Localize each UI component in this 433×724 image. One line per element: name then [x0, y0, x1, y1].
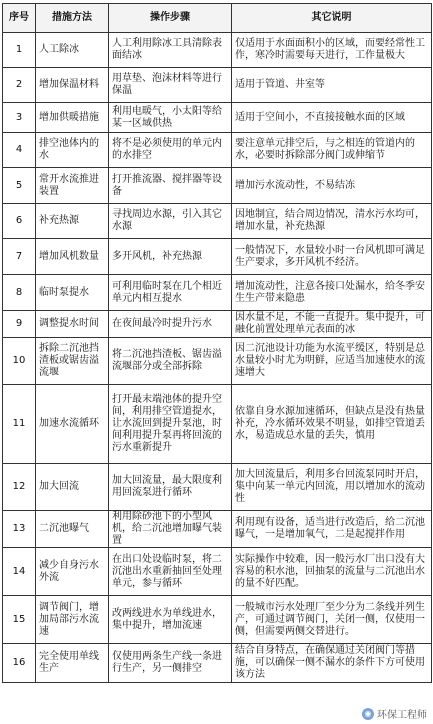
cell-steps: 打开推流器、搅拌器等设备 [109, 168, 232, 204]
cell-notes: 因水量不足，不能一直提升。集中提升，可融化前置处理单元表面的冰 [232, 311, 432, 338]
cell-steps: 将不是必须使用的单元内的水排空 [109, 133, 232, 168]
cell-notes: 利用现有设备，适当进行改造后，给二沉池曝气，一是增加氧气，二是起搅拌作用 [232, 511, 432, 548]
cell-method: 增加保温材料 [36, 68, 109, 103]
cell-steps: 在夜间最冷时提升污水 [109, 311, 232, 338]
cell-method: 增加风机数量 [36, 239, 109, 275]
cell-method: 调整提水时间 [36, 311, 109, 338]
header-notes: 其它说明 [232, 4, 432, 33]
cell-method: 减少自身污水外流 [36, 548, 109, 596]
cell-no: 15 [3, 596, 36, 644]
cell-steps: 可利用临时泵在几个相近单元内相互提水 [109, 275, 232, 311]
table-row [3, 68, 432, 103]
cell-no: 10 [3, 338, 36, 385]
cell-no: 12 [3, 464, 36, 511]
cell-steps: 利用电暖气，小太阳等给某一区域供热 [109, 103, 232, 133]
table-row [3, 338, 432, 385]
table-row [3, 168, 432, 204]
table-row [3, 275, 432, 311]
cell-notes: 因地制宜，结合周边情况，清水污水均可，增加水量，补充热源 [232, 204, 432, 239]
table-row [3, 33, 432, 68]
cell-no: 5 [3, 168, 36, 204]
table-row [3, 133, 432, 168]
cell-no: 7 [3, 239, 36, 275]
cell-steps: 仅使用两条生产线一条进行生产，另一侧排空 [109, 644, 232, 683]
cell-notes: 仅适用于水面面积小的区域，而要经常性工作，寒冷时需要每天进行，工作量极大 [232, 33, 432, 68]
cell-steps: 加大回流量，最大限度利用回流泵进行循环 [109, 464, 232, 511]
cell-notes: 结合自身特点，在确保通过关闭阀门等措施，可以确保一侧不漏水的条件下方可使用该方法 [232, 644, 432, 683]
watermark-text: 环保工程师 [377, 710, 427, 721]
cell-method: 排空池体内的水 [36, 133, 109, 168]
table-body [3, 33, 432, 683]
cell-notes: 加大回流量后，利用多台回流泵同时开启，集中向某一单元内回流，用以增加水的流动性 [232, 464, 432, 511]
cell-method: 加速水流循环 [36, 385, 109, 464]
table-row [3, 596, 432, 644]
cell-method: 二沉池曝气 [36, 511, 109, 548]
cell-no: 2 [3, 68, 36, 103]
cell-steps: 人工利用除冰工具清除表面结冰 [109, 33, 232, 68]
cell-notes: 要注意单元排空后，与之相连的管道内的水，必要时拆除部分阀门或伸缩节 [232, 133, 432, 168]
table-row [3, 311, 432, 338]
cell-no: 9 [3, 311, 36, 338]
cell-no: 16 [3, 644, 36, 683]
cell-notes: 增加污水流动性，不易结冻 [232, 168, 432, 204]
cell-notes: 实际操作中较难，因一般污水厂出口没有大容易的积水池，回抽泵的流量与二沉池出水的量不好匹配。 [232, 548, 432, 596]
header-no: 序号 [3, 4, 36, 33]
table-row [3, 239, 432, 275]
watermark [362, 706, 427, 721]
cell-no: 3 [3, 103, 36, 133]
table-row [3, 385, 432, 464]
cell-steps: 打开最末端池体的提升空间，利用排空管道提水，让水流回到提升泵池，时间利用提升泵再将回流的污水重新提升 [109, 385, 232, 464]
cell-no: 4 [3, 133, 36, 168]
cell-notes: 因二沉池设计功能为水流平缓区，特别是总水量较小时尤为明鲜，应适当加速使水的流速增大 [232, 338, 432, 385]
cell-no: 8 [3, 275, 36, 311]
cell-no: 1 [3, 33, 36, 68]
cell-method: 拆除二沉池挡渣板或锯齿溢流堰 [36, 338, 109, 385]
cell-steps: 利用除砂池下的小型风机，给二沉池增加曝气装置 [109, 511, 232, 548]
cell-notes: 适用于空间小，不直接接触水面的区域 [232, 103, 432, 133]
table-row [3, 511, 432, 548]
cell-steps: 将二沉池挡渣板、锯齿溢流堰部分或全部拆除 [109, 338, 232, 385]
table-row [3, 464, 432, 511]
table-row [3, 103, 432, 133]
cell-steps: 用草垫、泡沫材料等进行保温 [109, 68, 232, 103]
cell-notes: 适用于管道、井室等 [232, 68, 432, 103]
cell-method: 临时泵提水 [36, 275, 109, 311]
cell-steps: 寻找周边水源，引入其它水源 [109, 204, 232, 239]
cell-method: 加大回流 [36, 464, 109, 511]
cell-method: 补充热源 [36, 204, 109, 239]
measures-table [2, 3, 432, 683]
cell-notes: 一般情况下，水量较小时一台风机即可满足生产要求，多开风机不经济。 [232, 239, 432, 275]
cell-method: 常开水流推进装置 [36, 168, 109, 204]
cell-no: 14 [3, 548, 36, 596]
cell-steps: 改两线进水为单线进水，集中提升，增加流速 [109, 596, 232, 644]
wechat-icon: ◉ [362, 708, 374, 720]
cell-no: 13 [3, 511, 36, 548]
cell-method: 人工除冰 [36, 33, 109, 68]
cell-notes: 一般城市污水处理厂至少分为二条线并列生产，可通过调节阀门，关闭一侧，仅使用一侧，但需要两侧交替进行。 [232, 596, 432, 644]
table-row [3, 204, 432, 239]
cell-method: 调节阀门，增加局部污水流速 [36, 596, 109, 644]
cell-method: 完全使用单线生产 [36, 644, 109, 683]
header-steps: 操作步骤 [109, 4, 232, 33]
cell-steps: 在出口处设临时泵，将二沉池出水重新抽回至处理单元，参与循环 [109, 548, 232, 596]
table-row [3, 548, 432, 596]
cell-no: 6 [3, 204, 36, 239]
cell-method: 增加供暖措施 [36, 103, 109, 133]
header-row [3, 4, 432, 33]
cell-notes: 依靠自身水源加速循环，但缺点是没有热量补充，冷水循环效果不明显，如排空管道丢水，易造成总水量的丢失，慎用 [232, 385, 432, 464]
header-method: 措施方法 [36, 4, 109, 33]
cell-no: 11 [3, 385, 36, 464]
cell-notes: 增加流动性，注意各接口处漏水，给冬季安生生产带来隐患 [232, 275, 432, 311]
table-row [3, 644, 432, 683]
cell-steps: 多开风机，补充热源 [109, 239, 232, 275]
